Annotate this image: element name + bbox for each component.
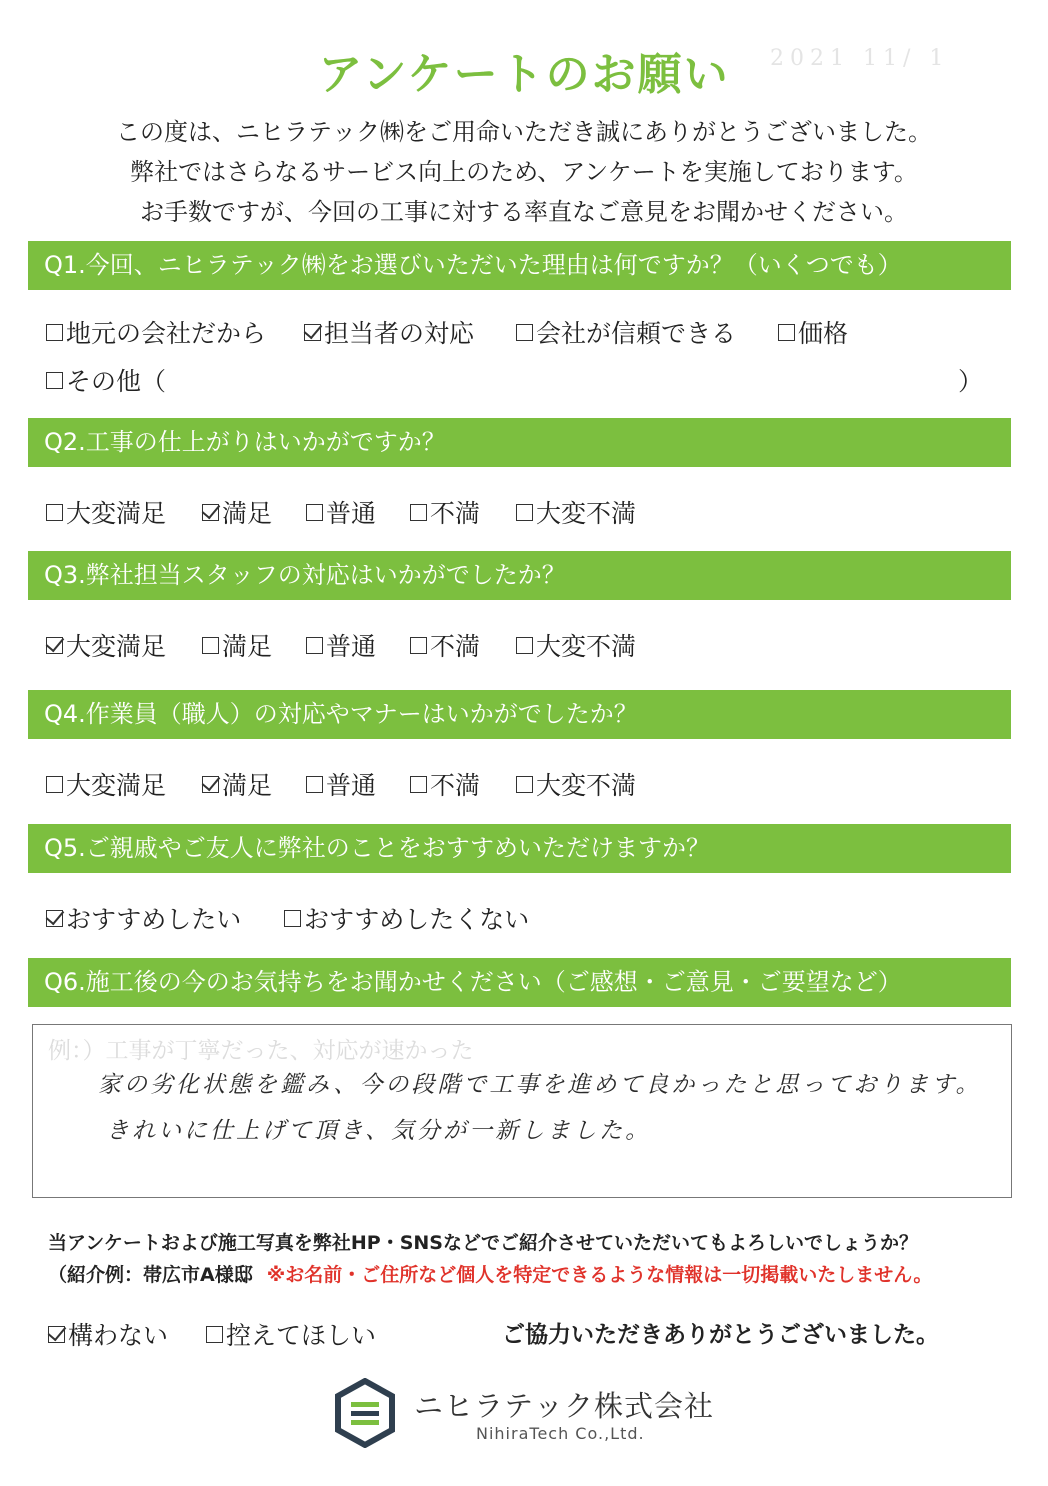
checkbox[interactable] bbox=[306, 504, 323, 521]
q2-header: Q2.工事の仕上がりはいかがですか？ bbox=[28, 418, 1011, 467]
consent-option-ok[interactable]: 構わない bbox=[48, 1316, 206, 1352]
intro-line: この度は、ニヒラテック㈱をご用命いただき誠にありがとうございました。 bbox=[116, 118, 932, 146]
company-name: ニヒラテック株式会社 bbox=[414, 1389, 715, 1423]
checkbox[interactable] bbox=[46, 504, 63, 521]
comment-hint: 例：）工事が丁寧だった、対応が速かった bbox=[48, 1038, 474, 1064]
q6-header: Q6.施工後の今のお気持ちをお聞かせください（ご感想・ご意見・ご要望など） bbox=[28, 958, 1011, 1007]
q4-option[interactable]: 大変不満 bbox=[516, 766, 636, 802]
checkbox[interactable] bbox=[206, 1326, 223, 1343]
checkbox[interactable] bbox=[410, 637, 427, 654]
q3-option[interactable]: 不満 bbox=[410, 627, 516, 663]
q3-header: Q3.弊社担当スタッフの対応はいかがでしたか？ bbox=[28, 551, 1011, 600]
q3-option[interactable]: 普通 bbox=[306, 627, 410, 663]
checkbox[interactable] bbox=[46, 910, 63, 927]
q1-option-trust[interactable]: 会社が信頼できる bbox=[516, 314, 778, 350]
handwritten-answer-line: きれいに仕上げて頂き、気分が一新しました。 bbox=[106, 1118, 652, 1144]
checkbox[interactable] bbox=[516, 637, 533, 654]
checkbox[interactable] bbox=[410, 504, 427, 521]
checkbox[interactable] bbox=[46, 324, 63, 341]
q4-option[interactable]: 不満 bbox=[410, 766, 516, 802]
q2-option[interactable]: 大変満足 bbox=[46, 494, 202, 530]
checkbox[interactable] bbox=[516, 324, 533, 341]
q2-option[interactable]: 不満 bbox=[410, 494, 516, 530]
q1-option-local[interactable]: 地元の会社だから bbox=[46, 314, 304, 350]
handwritten-answer-line: 家の劣化状態を鑑み、今の段階で工事を進めて良かったと思っております。 bbox=[98, 1072, 982, 1098]
q1-other-label: その他（ bbox=[66, 367, 167, 396]
q2-option[interactable]: 満足 bbox=[202, 494, 306, 530]
checkbox[interactable] bbox=[304, 324, 321, 341]
checkbox[interactable] bbox=[202, 776, 219, 793]
intro-text bbox=[0, 112, 1048, 232]
q2-option[interactable]: 大変不満 bbox=[516, 494, 636, 530]
thanks-message: ご協力いただきありがとうございました。 bbox=[502, 1322, 939, 1348]
q1-options bbox=[46, 314, 848, 350]
q4-header: Q4.作業員（職人）の対応やマナーはいかがでしたか？ bbox=[28, 690, 1011, 739]
q5-option-not-recommend[interactable]: おすすめしたくない bbox=[284, 900, 529, 936]
checkbox[interactable] bbox=[48, 1326, 65, 1343]
checkbox[interactable] bbox=[516, 504, 533, 521]
checkbox[interactable] bbox=[306, 637, 323, 654]
q3-option[interactable]: 大変不満 bbox=[516, 627, 636, 663]
q1-header: Q1.今回、ニヒラテック㈱をお選びいただいた理由は何ですか？（いくつでも） bbox=[28, 241, 1011, 290]
faint-date-stamp: 2021 11/ 1 bbox=[770, 46, 950, 71]
checkbox[interactable] bbox=[778, 324, 795, 341]
survey-title: アンケートのお願い bbox=[318, 49, 730, 100]
q4-option[interactable]: 満足 bbox=[202, 766, 306, 802]
checkbox[interactable] bbox=[202, 504, 219, 521]
checkbox[interactable] bbox=[410, 776, 427, 793]
checkbox[interactable] bbox=[202, 637, 219, 654]
consent-question: 当アンケートおよび施工写真を弊社HP・SNSなどでご紹介させていただいてもよろしいでしょうか？ bbox=[48, 1232, 918, 1254]
q4-option[interactable]: 普通 bbox=[306, 766, 410, 802]
intro-line: 弊社ではさらなるサービス向上のため、アンケートを実施しております。 bbox=[130, 158, 918, 186]
consent-options bbox=[48, 1316, 376, 1352]
q3-options bbox=[46, 627, 636, 663]
checkbox[interactable] bbox=[516, 776, 533, 793]
checkbox[interactable] bbox=[46, 637, 63, 654]
company-name-en: NihiraTech Co.,Ltd. bbox=[476, 1424, 645, 1443]
q1-other[interactable] bbox=[46, 362, 166, 398]
intro-line: お手数ですが、今回の工事に対する率直なご意見をお聞かせください。 bbox=[140, 198, 908, 226]
q4-options bbox=[46, 766, 636, 802]
checkbox[interactable] bbox=[46, 776, 63, 793]
q2-options bbox=[46, 494, 636, 530]
checkbox[interactable] bbox=[284, 910, 301, 927]
q1-option-price[interactable]: 価格 bbox=[778, 314, 848, 350]
checkbox[interactable] bbox=[46, 372, 63, 389]
q5-option-recommend[interactable]: おすすめしたい bbox=[46, 900, 284, 936]
q3-option[interactable]: 満足 bbox=[202, 627, 306, 663]
consent-example bbox=[48, 1260, 932, 1287]
q3-option[interactable]: 大変満足 bbox=[46, 627, 202, 663]
checkbox[interactable] bbox=[306, 776, 323, 793]
privacy-warning: ※お名前・ご住所など個人を特定できるような情報は一切掲載いたしません。 bbox=[266, 1264, 933, 1286]
consent-option-decline[interactable]: 控えてほしい bbox=[206, 1316, 376, 1352]
q5-header: Q5.ご親戚やご友人に弊社のことをおすすめいただけますか？ bbox=[28, 824, 1011, 873]
q5-options bbox=[46, 900, 529, 936]
q1-other-close: ） bbox=[958, 367, 984, 396]
q4-option[interactable]: 大変満足 bbox=[46, 766, 202, 802]
q2-option[interactable]: 普通 bbox=[306, 494, 410, 530]
q1-option-staff[interactable]: 担当者の対応 bbox=[304, 314, 516, 350]
hexagon-logo-icon bbox=[334, 1378, 396, 1448]
consent-example-text: （紹介例：帯広市A様邸 bbox=[48, 1264, 253, 1286]
